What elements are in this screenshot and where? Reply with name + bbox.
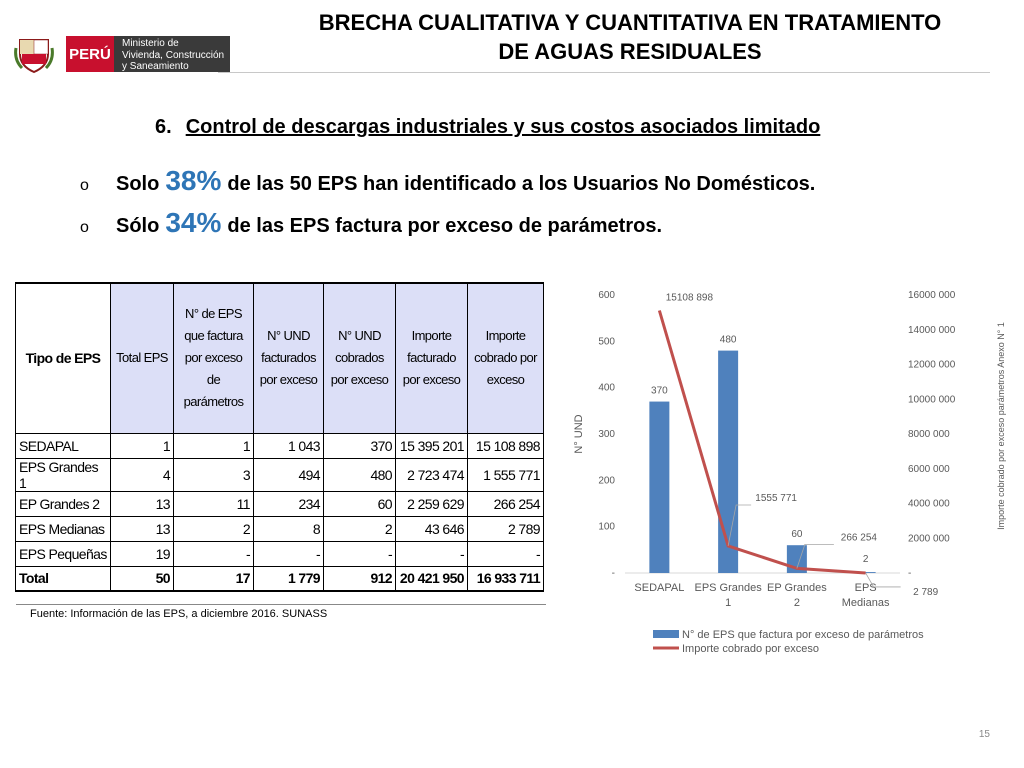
ministry-line: y Saneamiento [122, 61, 189, 72]
ministry-line: Vivienda, Construcción [122, 49, 225, 61]
bar-data-label: 480 [719, 334, 737, 346]
line-data-label: 266 254 [840, 532, 877, 544]
table-cell: 1 [111, 433, 174, 458]
y2-tick-label: - [908, 568, 912, 579]
y2-tick-label: 8000 000 [908, 429, 950, 440]
section-heading [155, 116, 820, 139]
table-cell: 2 [174, 516, 254, 541]
y-tick-label: 100 [598, 521, 615, 533]
table-header: N° de EPS que factura por exceso de parámetros [174, 283, 254, 433]
bullet-marker: o [80, 177, 89, 194]
bullet-item [80, 165, 815, 197]
table-cell: 15 395 201 [396, 433, 468, 458]
bar-data-label: 370 [651, 385, 668, 397]
bullet-pre: Sólo [116, 215, 160, 237]
x-tick-label: Medianas [841, 597, 890, 609]
y-tick-label: 600 [598, 290, 615, 301]
x-tick-label: EPS Grandes [694, 582, 762, 594]
table-cell: - [396, 541, 468, 566]
table-cell: 4 [111, 458, 174, 491]
table-cell: 1 555 771 [468, 458, 544, 491]
table-header: Tipo de EPS [16, 283, 111, 433]
y-tick-label: - [611, 568, 615, 579]
table-cell: EP Grandes 2 [16, 491, 111, 516]
table-header-row [16, 283, 544, 433]
combo-chart [565, 280, 1015, 670]
x-tick-label: SEDAPAL [634, 582, 685, 594]
table-cell: 494 [254, 458, 324, 491]
title-line-2: DE AGUAS RESIDUALES [498, 39, 762, 64]
line-data-label: 2 789 [913, 586, 939, 598]
y2-tick-label: 2000 000 [908, 533, 950, 545]
table-cell: 1 043 [254, 433, 324, 458]
x-tick-label: 1 [725, 597, 732, 609]
table-header: N° UND facturados por exceso [254, 283, 324, 433]
line-series [659, 310, 865, 572]
source-divider [16, 604, 546, 605]
bar [718, 351, 738, 573]
bar [649, 402, 669, 573]
ministry-line: Ministerio de [122, 38, 179, 49]
ministry-name [114, 36, 230, 72]
page-number: 15 [978, 729, 990, 740]
table-cell: 43 646 [396, 516, 468, 541]
table-cell: 19 [111, 541, 174, 566]
table-cell: 15 108 898 [468, 433, 544, 458]
slide-title [300, 8, 960, 66]
table-row [16, 491, 544, 516]
legend-bar-swatch [653, 630, 679, 638]
line-data-label: 1555 771 [755, 492, 797, 504]
table-header: N° UND cobrados por exceso [324, 283, 396, 433]
y2-axis-title: Importe cobrado por exceso parámetros Anexo N° 1 [996, 322, 1006, 530]
bullet-marker: o [80, 219, 89, 236]
table-cell: - [468, 541, 544, 566]
bar-data-label: 60 [791, 529, 803, 541]
y-axis-title: N° UND [573, 414, 585, 454]
bullet-percentage: 34% [165, 207, 222, 238]
table-cell: 1 779 [254, 566, 324, 591]
y2-tick-label: 12000 000 [908, 359, 956, 371]
table-cell: - [254, 541, 324, 566]
ministry-logo [14, 34, 225, 74]
table-cell: 13 [111, 516, 174, 541]
table-row [16, 541, 544, 566]
table-header: Importe facturado por exceso [396, 283, 468, 433]
bullet-post: de las 50 EPS han identificado a los Usuarios No Domésticos. [227, 173, 816, 195]
table-cell: 266 254 [468, 491, 544, 516]
table-row [16, 516, 544, 541]
table-cell: 20 421 950 [396, 566, 468, 591]
y2-tick-label: 14000 000 [908, 324, 956, 336]
table-header: Total EPS [111, 283, 174, 433]
table-cell: EPS Grandes 1 [16, 458, 111, 491]
table-cell: Total [16, 566, 111, 591]
bullet-item [80, 207, 662, 239]
y2-tick-label: 16000 000 [908, 290, 956, 301]
table-cell: EPS Medianas [16, 516, 111, 541]
section-heading-text: Control de descargas industriales y sus costos asociados limitado [185, 116, 821, 138]
x-tick-label: EP Grandes [767, 582, 827, 594]
table-cell: 60 [324, 491, 396, 516]
coat-of-arms-icon [14, 34, 54, 74]
title-line-1: BRECHA CUALITATIVA Y CUANTITATIVA EN TRATAMIENTO [318, 10, 942, 35]
y-tick-label: 300 [598, 429, 615, 440]
table-cell: 370 [324, 433, 396, 458]
table-cell: 8 [254, 516, 324, 541]
title-divider [218, 72, 990, 73]
legend-label: N° de EPS que factura por exceso de parámetros [682, 629, 924, 641]
table-cell: 2 723 474 [396, 458, 468, 491]
table-header: Importe cobrado por exceso [468, 283, 544, 433]
table-cell: 234 [254, 491, 324, 516]
table-row [16, 458, 544, 491]
table-cell: 2 [324, 516, 396, 541]
table-cell: 13 [111, 491, 174, 516]
table-cell: 1 [174, 433, 254, 458]
table-cell: 3 [174, 458, 254, 491]
table-cell: EPS Pequeñas [16, 541, 111, 566]
table-row [16, 433, 544, 458]
bullet-pre: Solo [116, 173, 160, 195]
y2-tick-label: 10000 000 [908, 394, 956, 406]
table-cell: 16 933 711 [468, 566, 544, 591]
table-cell: 2 789 [468, 516, 544, 541]
bar-data-label: 2 [862, 554, 869, 566]
x-tick-label: EPS [854, 582, 877, 594]
table-cell: 11 [174, 491, 254, 516]
table-cell: - [174, 541, 254, 566]
legend-label: Importe cobrado por exceso [682, 643, 819, 655]
y-tick-label: 400 [598, 382, 615, 394]
line-data-label: 15108 898 [665, 292, 714, 304]
bullet-post: de las EPS factura por exceso de parámetros. [227, 215, 663, 237]
table-cell: 2 259 629 [396, 491, 468, 516]
table-cell: - [324, 541, 396, 566]
table-cell: 912 [324, 566, 396, 591]
y-tick-label: 200 [598, 475, 615, 487]
y-tick-label: 500 [598, 336, 615, 348]
table-cell: 480 [324, 458, 396, 491]
table-cell: SEDAPAL [16, 433, 111, 458]
y2-tick-label: 4000 000 [908, 498, 950, 510]
x-tick-label: 2 [793, 597, 800, 609]
bullet-percentage: 38% [165, 165, 222, 196]
table-total-row [16, 566, 544, 591]
source-note: Fuente: Información de las EPS, a diciembre 2016. SUNASS [30, 608, 328, 620]
table-cell: 50 [111, 566, 174, 591]
y2-tick-label: 6000 000 [908, 463, 950, 475]
peru-label: PERÚ [66, 36, 114, 72]
eps-table [15, 282, 544, 592]
section-number: 6. [155, 116, 172, 138]
table-cell: 17 [174, 566, 254, 591]
